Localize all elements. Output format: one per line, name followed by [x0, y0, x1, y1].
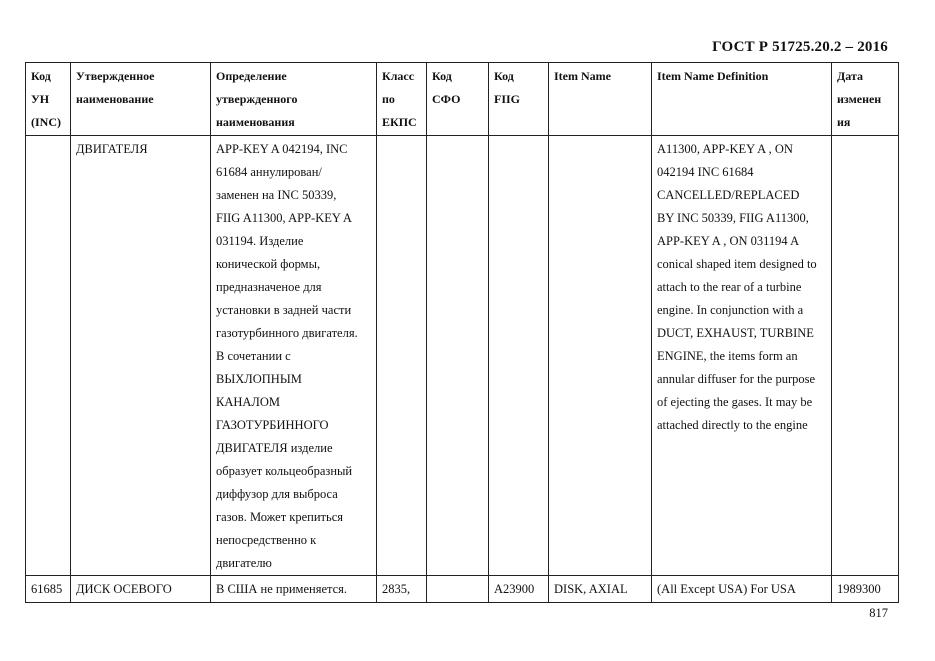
cell-fiig: A23900 — [489, 576, 549, 603]
table-header-row — [26, 63, 899, 136]
cell-class: 2835, — [377, 576, 427, 603]
cell-approved-name: ДВИГАТЕЛЯ — [71, 136, 211, 576]
cell-sfo — [427, 576, 489, 603]
cell-date — [832, 136, 899, 576]
cell-approved-name: ДИСК ОСЕВОГО — [71, 576, 211, 603]
cell-definition-ru: В США не применяется. — [211, 576, 377, 603]
cell-sfo — [427, 136, 489, 576]
column-header-approved-name: Утвержденное наименование — [71, 63, 211, 136]
column-header-class: Класс по ЕКПС — [377, 63, 427, 136]
classifier-table — [25, 62, 899, 603]
page-number: 817 — [869, 606, 888, 620]
cell-inc — [26, 136, 71, 576]
column-header-fiig: Код FIIG — [489, 63, 549, 136]
column-header-definition-ru: Определение утвержденного наименования — [211, 63, 377, 136]
column-header-inc: Код УН (INC) — [26, 63, 71, 136]
column-header-definition-en: Item Name Definition — [652, 63, 832, 136]
cell-definition-ru: APP-KEY A 042194, INC 61684 аннулирован/ заменен на INC 50339, FIIG A11300, APP-KEY A 031194. Изделие конической формы, предназначеное для установки в задней части газотурбинного двигателя. В сочетании с ВЫХЛОПНЫМ КАНАЛОМ ГАЗОТУРБИННОГО ДВИГАТЕЛЯ изделие образует кольцеобразный диффузор для выброса газов. Может крепиться непосредственно к двигателю — [211, 136, 377, 576]
cell-definition-en: A11300, APP-KEY A , ON 042194 INC 61684 CANCELLED/REPLACED BY INC 50339, FIIG A11300, APP-KEY A , ON 031194 A conical shaped item designed to attach to the rear of a turbine engine. In conjunction with a DUCT, EXHAUST, TURBINE ENGINE, the items form an annular diffuser for the purpose of ejecting the gases. It may be attached directly to the engine — [652, 136, 832, 576]
cell-definition-en: (All Except USA) For USA — [652, 576, 832, 603]
table-row — [26, 136, 899, 576]
table-row — [26, 576, 899, 603]
cell-inc: 61685 — [26, 576, 71, 603]
column-header-item-name: Item Name — [549, 63, 652, 136]
cell-date: 1989300 — [832, 576, 899, 603]
column-header-sfo: Код СФО — [427, 63, 489, 136]
column-header-date: Дата изменен ия — [832, 63, 899, 136]
cell-class — [377, 136, 427, 576]
cell-item-name — [549, 136, 652, 576]
cell-fiig — [489, 136, 549, 576]
cell-item-name: DISK, AXIAL — [549, 576, 652, 603]
document-standard-header: ГОСТ Р 51725.20.2 – 2016 — [712, 39, 888, 55]
